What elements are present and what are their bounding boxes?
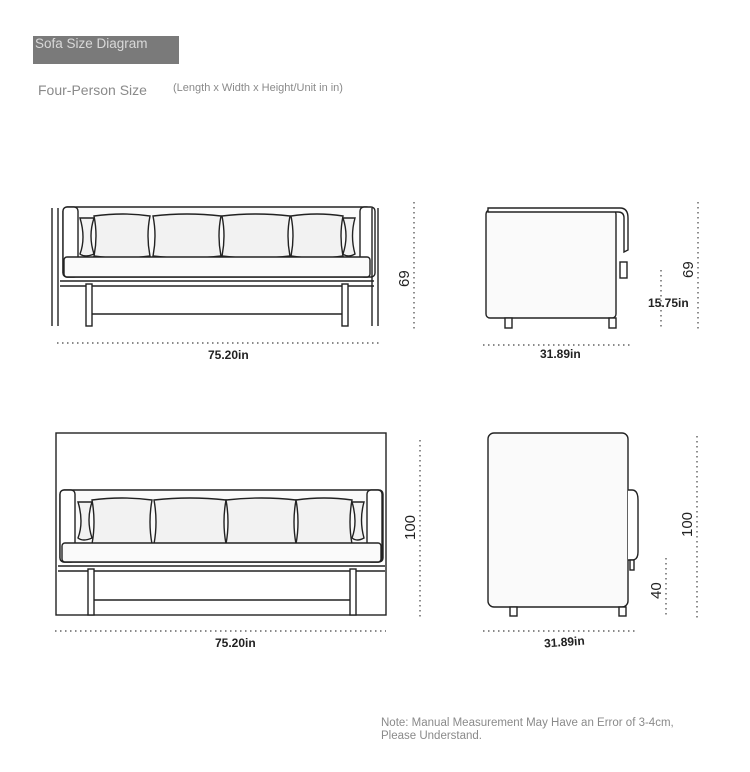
top-side-seat-label: 15.75in xyxy=(648,296,689,310)
bottom-front-height-label: 100 xyxy=(402,514,419,540)
note-line-2: Please Understand. xyxy=(381,730,483,742)
top-front-height-label: 69 xyxy=(396,270,413,287)
subtitle: Four-Person Size xyxy=(38,82,147,98)
top-side-view xyxy=(486,208,628,328)
bottom-side-seat-label: 40 xyxy=(648,582,665,599)
top-front-view xyxy=(52,207,378,326)
bottom-side-depth-label: 31.89in xyxy=(543,633,586,651)
units-note: (Length x Width x Height/Unit in in) xyxy=(173,82,343,94)
measurement-note xyxy=(381,717,674,743)
top-front-width-label: 75.20in xyxy=(208,348,249,362)
top-side-height-label: 69 xyxy=(680,261,697,278)
note-line-1: Note: Manual Measurement May Have an Error of 3-4cm, xyxy=(381,717,674,729)
diagram-title-text: Sofa Size Diagram xyxy=(35,36,148,51)
bottom-front-width-label: 75.20in xyxy=(215,636,256,650)
bottom-side-view xyxy=(488,433,638,616)
bottom-front-view xyxy=(56,433,386,615)
bottom-side-height-label: 100 xyxy=(679,511,696,537)
top-side-depth-label: 31.89in xyxy=(540,347,581,361)
